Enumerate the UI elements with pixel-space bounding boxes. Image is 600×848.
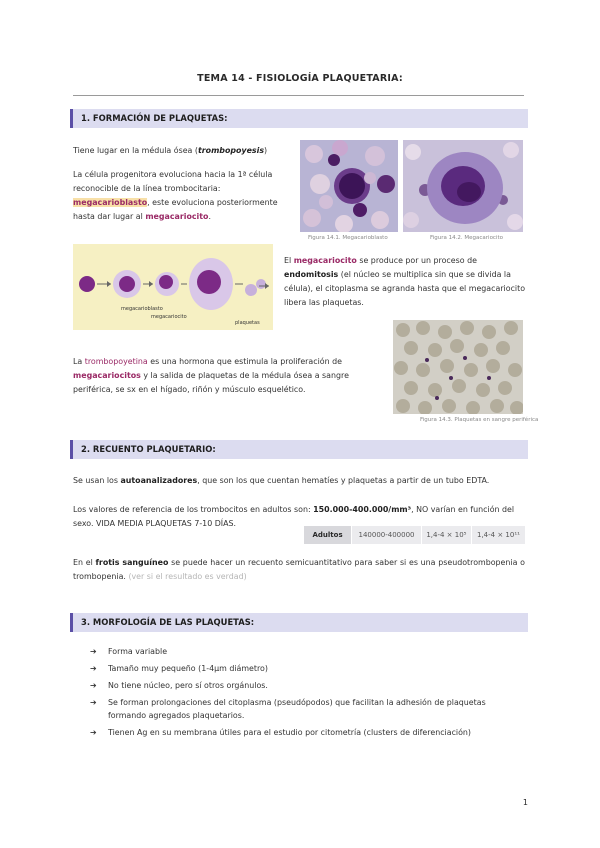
section-heading-morfologia xyxy=(70,613,528,632)
megakaryocyte-micrograph xyxy=(403,140,523,232)
section-heading-text: 3. MORFOLOGÍA DE LAS PLAQUETAS: xyxy=(81,617,255,627)
page-title: TEMA 14 - FISIOLOGÍA PLAQUETARIA: xyxy=(197,73,403,84)
bullet-item xyxy=(90,662,510,675)
figure-caption-2: Figura 14.2. Megacariocito xyxy=(430,235,504,241)
section-heading-formacion xyxy=(70,109,528,128)
diagram-label-megakaryocyte: megacariocito xyxy=(151,314,187,320)
figure-caption-3: Figura 14.3. Plaquetas en sangre periférica xyxy=(420,417,539,423)
arrow-icon: ➔ xyxy=(90,681,97,690)
blood-smear-micrograph xyxy=(393,320,523,414)
figure-caption-1: Figura 14.1. Megacarioblasto xyxy=(308,235,388,241)
megakaryocyte-maturation-diagram xyxy=(73,244,273,330)
table-cell-adultos: Adultos xyxy=(304,526,352,544)
arrow-icon: ➔ xyxy=(90,664,97,673)
bullet-item xyxy=(90,679,510,692)
bullet-item xyxy=(90,645,510,658)
bullet-text: Tamaño muy pequeño (1-4μm diámetro) xyxy=(108,664,268,673)
bullet-text: Tienen Ag en su membrana útiles para el estudio por citometría (clusters de diferenciación) xyxy=(108,728,472,737)
title-divider xyxy=(73,95,524,96)
arrow-icon: ➔ xyxy=(90,698,97,707)
bullet-text: Se forman prolongaciones del citoplasma (pseudópodos) que facilitan la adhesión de plaquetas formando agregados plaquetarios. xyxy=(108,698,486,720)
paragraph-frotis: En el frotis sanguíneo se puede hacer un recuento semicuantitativo para saber si es una pseudotrombopenia o trombopenia. (ver si el resultado es verdad) xyxy=(73,558,525,581)
table-cell-per-mm3: 1,4-4 × 10⁵ xyxy=(422,526,472,544)
arrow-icon: ➔ xyxy=(90,647,97,656)
paragraph-autoanalizadores: Se usan los autoanalizadores, que son los que cuentan hematíes y plaquetas a partir de un tubo EDTA. xyxy=(73,476,490,485)
paragraph-trombopoyetina: La trombopoyetina es una hormona que estimula la proliferación de megacariocitos y la salida de plaquetas de la médula ósea a sangre periférica, se sx en el hígado, riñón y músculo esquelético. xyxy=(73,357,349,394)
page-number: 1 xyxy=(522,798,528,807)
bullet-item xyxy=(90,726,510,739)
section-heading-recuento xyxy=(70,440,528,459)
paragraph-valores: Los valores de referencia de los trombocitos en adultos son: 150.000-400.000/mm³, NO varían en función del sexo. VIDA MEDIA PLAQUETAS 7-10 DÍAS. xyxy=(73,505,515,528)
table-cell-per-litre: 1,4-4 × 10¹¹ xyxy=(472,526,526,544)
reference-values-table xyxy=(304,526,526,544)
paragraph-endomitosis: El megacariocito se produce por un proceso de endomitosis (el núcleo se multiplica sin que se divida la célula), el citoplasma se agranda hasta que el megacariocito libera las plaquetas. xyxy=(284,256,526,307)
bullet-text: No tiene núcleo, pero sí otros orgánulos. xyxy=(108,681,268,690)
bullet-item xyxy=(90,696,510,722)
diagram-label-megakaryoblast: megacarioblasto xyxy=(121,306,163,312)
paragraph-progenitora: La célula progenitora evoluciona hacia la 1ª célula reconocible de la línea trombocitaria: megacarioblasto, este evoluciona posteriormente hasta dar lugar al megacariocito. xyxy=(73,170,278,221)
morphology-bullet-list xyxy=(90,645,510,743)
table-cell-range: 140000-400000 xyxy=(352,526,422,544)
megakaryoblast-micrograph xyxy=(300,140,398,232)
section-heading-text: 2. RECUENTO PLAQUETARIO: xyxy=(81,444,216,454)
diagram-label-platelets: plaquetas xyxy=(235,320,260,326)
arrow-icon: ➔ xyxy=(90,728,97,737)
paragraph-lugar: Tiene lugar en la médula ósea (trombopoyesis) xyxy=(73,146,268,155)
bullet-text: Forma variable xyxy=(108,647,168,656)
section-heading-text: 1. FORMACIÓN DE PLAQUETAS: xyxy=(81,113,228,123)
